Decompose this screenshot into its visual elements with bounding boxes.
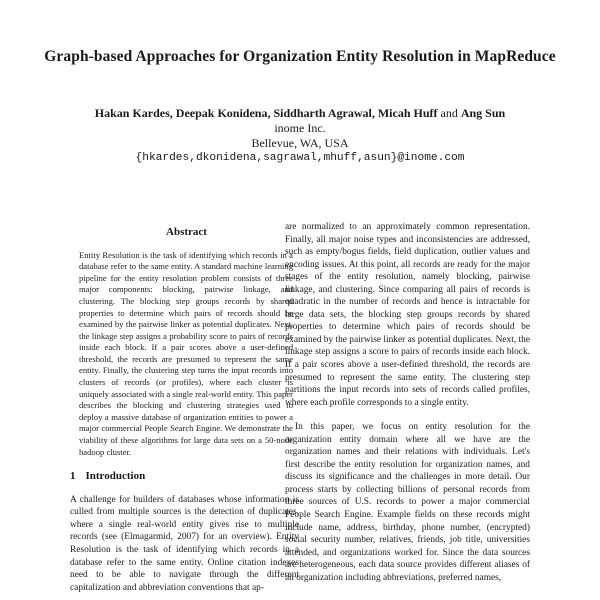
- section-number: 1: [70, 470, 76, 483]
- paper-title: Graph-based Approaches for Organization Entity Resolution in MapReduce: [44, 48, 556, 65]
- author-name: Siddharth Agrawal: [273, 106, 372, 120]
- section-heading: [70, 470, 299, 483]
- right-column: [285, 221, 530, 584]
- author-name: Hakan Kardes: [94, 106, 170, 120]
- author-block: [0, 106, 600, 166]
- body-paragraph: are normalized to an approximately common representation. Finally, all major noise types and inconsistencies are addressed, such as empty/bogus fields, field duplication, outlier values and encoding issues. At this point, all records are ready for the major stages of the entity resolution, namely blocking, pairwise linkage, and clustering. Since comparing all pairs of records is quadratic in the number of records and hence is intractable for large data sets, the blocking step groups records by shared properties to determine which pairs of records should be examined by the pairwise linker as potential duplicates. Next, the linkage step assigns a score to pairs of records inside each block. If a pair scores above a user-defined threshold, the records are presumed to represent the same entity. The clustering step partitions the input records into sets of records called profiles, where each profile corresponds to a single entity.: [285, 222, 530, 408]
- author-connector: and: [440, 106, 458, 120]
- abstract-body: Entity Resolution is the task of identifying which records in a database refer to the same entity. A standard machine learning pipeline for the entity resolution problem consists of three major components: blocking, pairwise linkage, and clustering. The blocking step groups records by shared properties to determine which pairs of records should be examined by the pairwise linker as potential duplicates. Next, the linkage step assigns a probability score to pairs of records inside each block. If a pair scores above a user-defined threshold, the records are presumed to represent the same entity. Finally, the clustering step turns the input records into clusters of records (or profiles), where each cluster is uniquely associated with a single real-world entity. This paper describes the blocking and clustering strategies used to deploy a massive database of organization entities to power a major commercial People Search Engine. We demonstrate the viability of these algorithms for large data sets on a 50-node hadoop cluster.: [79, 249, 293, 457]
- author-name: Ang Sun: [460, 106, 506, 120]
- body-paragraph: In this paper, we focus on entity resolution for the organization entity domain where all we have are the organization names and their relations with individuals. Let's first describe the entity resolution for organization names, and discuss its significance and the challenges in more detail. Our process starts by collecting billions of personal records from three sources of U.S. records to power a major commercial People Search Engine. Example fields on these records might include name, address, birthday, phone number, (encrypted) social security number, relatives, friends, job title, universities attended, and organizations worked for. Since the data sources are heterogeneous, each data source provides different aliases of an organization including abbreviations, preferred names,: [285, 422, 530, 583]
- author-affiliation: inome Inc.: [274, 121, 326, 135]
- abstract-heading: Abstract: [166, 226, 207, 238]
- author-name: Micah Huff: [377, 106, 438, 120]
- author-email: {hkardes,dkonidena,sagrawal,mhuff,asun}@inome.com: [135, 152, 465, 164]
- left-column: [70, 226, 299, 594]
- intro-paragraph: A challenge for builders of databases whose information is culled from multiple sources is the detection of duplicates, where a single real-world entity gives rise to multiple records (see (Elmagarmid, 2007) for an overview). Entity Resolution is the task of identifying which records in a database refer to the same entity. Online citation indexes need to be able to navigate through the different capitalization and abbreviation conventions that ap-: [70, 494, 299, 593]
- section-title: Introduction: [85, 470, 146, 483]
- author-location: Bellevue, WA, USA: [251, 136, 349, 150]
- author-name: Deepak Konidena: [175, 106, 268, 120]
- author-names: Hakan Kardes, Deepak Konidena, Siddharth Agrawal, Micah Huff and Ang Sun: [94, 106, 506, 120]
